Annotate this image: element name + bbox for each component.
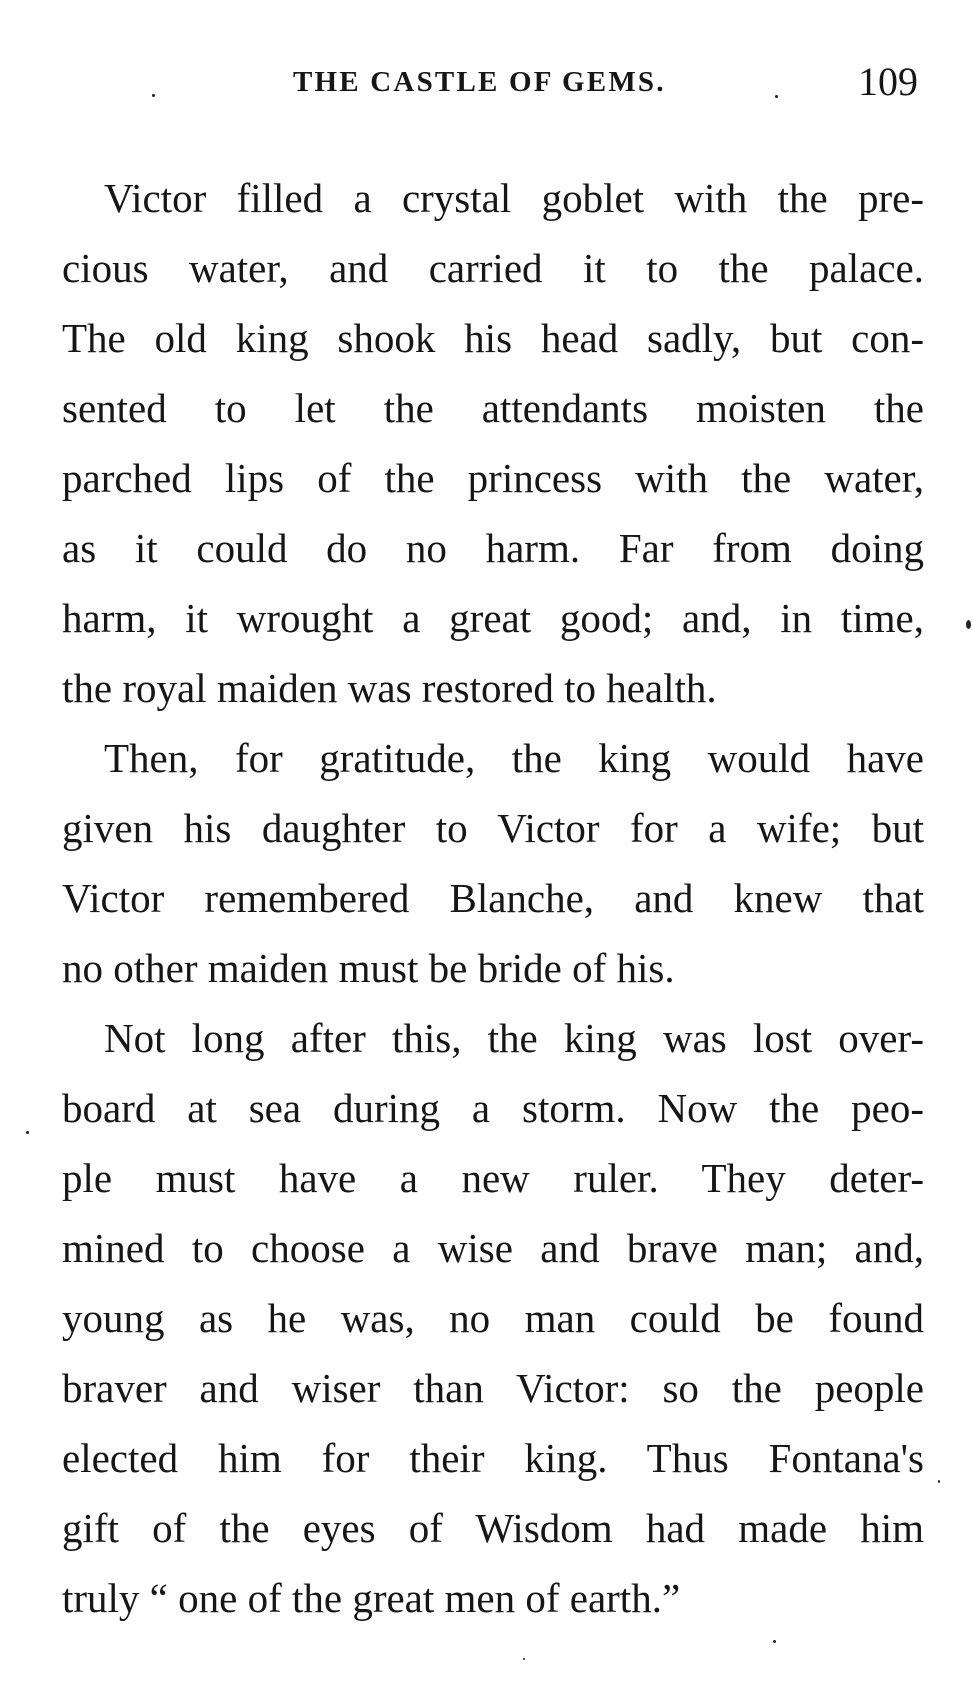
text-line: ple must have a new ruler. They deter- — [62, 1155, 924, 1201]
text-line: as it could do no harm. Far from doing — [62, 525, 924, 571]
text-line: Then, for gratitude, the king would have — [104, 735, 924, 781]
print-speck — [938, 1480, 940, 1483]
text-line: Victor remembered Blanche, and knew that — [62, 875, 924, 921]
text-line: board at sea during a storm. Now the peo- — [62, 1085, 924, 1131]
running-title: THE CASTLE OF GEMS. — [293, 66, 666, 98]
text-line: The old king shook his head sadly, but con- — [62, 315, 924, 361]
text-line: no other maiden must be bride of his. — [62, 945, 675, 991]
text-line: given his daughter to Victor for a wife; but — [62, 805, 924, 851]
text-line: cious water, and carried it to the palace. — [62, 245, 924, 291]
text-line: parched lips of the princess with the water, — [62, 455, 924, 501]
text-line: truly “ one of the great men of earth.” — [62, 1575, 681, 1621]
running-header — [0, 58, 972, 108]
print-speck — [775, 95, 778, 98]
print-speck — [966, 620, 971, 629]
text-line: Not long after this, the king was lost over- — [104, 1015, 924, 1061]
text-line: harm, it wrought a great good; and, in time, — [62, 595, 924, 641]
page-number: 109 — [858, 59, 918, 104]
text-line: gift of the eyes of Wisdom had made him — [62, 1505, 924, 1551]
print-speck — [26, 1131, 29, 1134]
text-line: braver and wiser than Victor: so the people — [62, 1365, 924, 1411]
text-line: elected him for their king. Thus Fontana's — [62, 1435, 924, 1481]
text-line: mined to choose a wise and brave man; and, — [62, 1225, 924, 1271]
body-text — [62, 163, 924, 1633]
print-speck — [773, 1640, 776, 1643]
text-line: young as he was, no man could be found — [62, 1295, 924, 1341]
print-speck — [152, 94, 155, 97]
print-speck — [523, 1658, 525, 1660]
text-line: sented to let the attendants moisten the — [62, 385, 924, 431]
text-line: Victor filled a crystal goblet with the pre- — [104, 175, 924, 221]
text-line: the royal maiden was restored to health. — [62, 665, 717, 711]
